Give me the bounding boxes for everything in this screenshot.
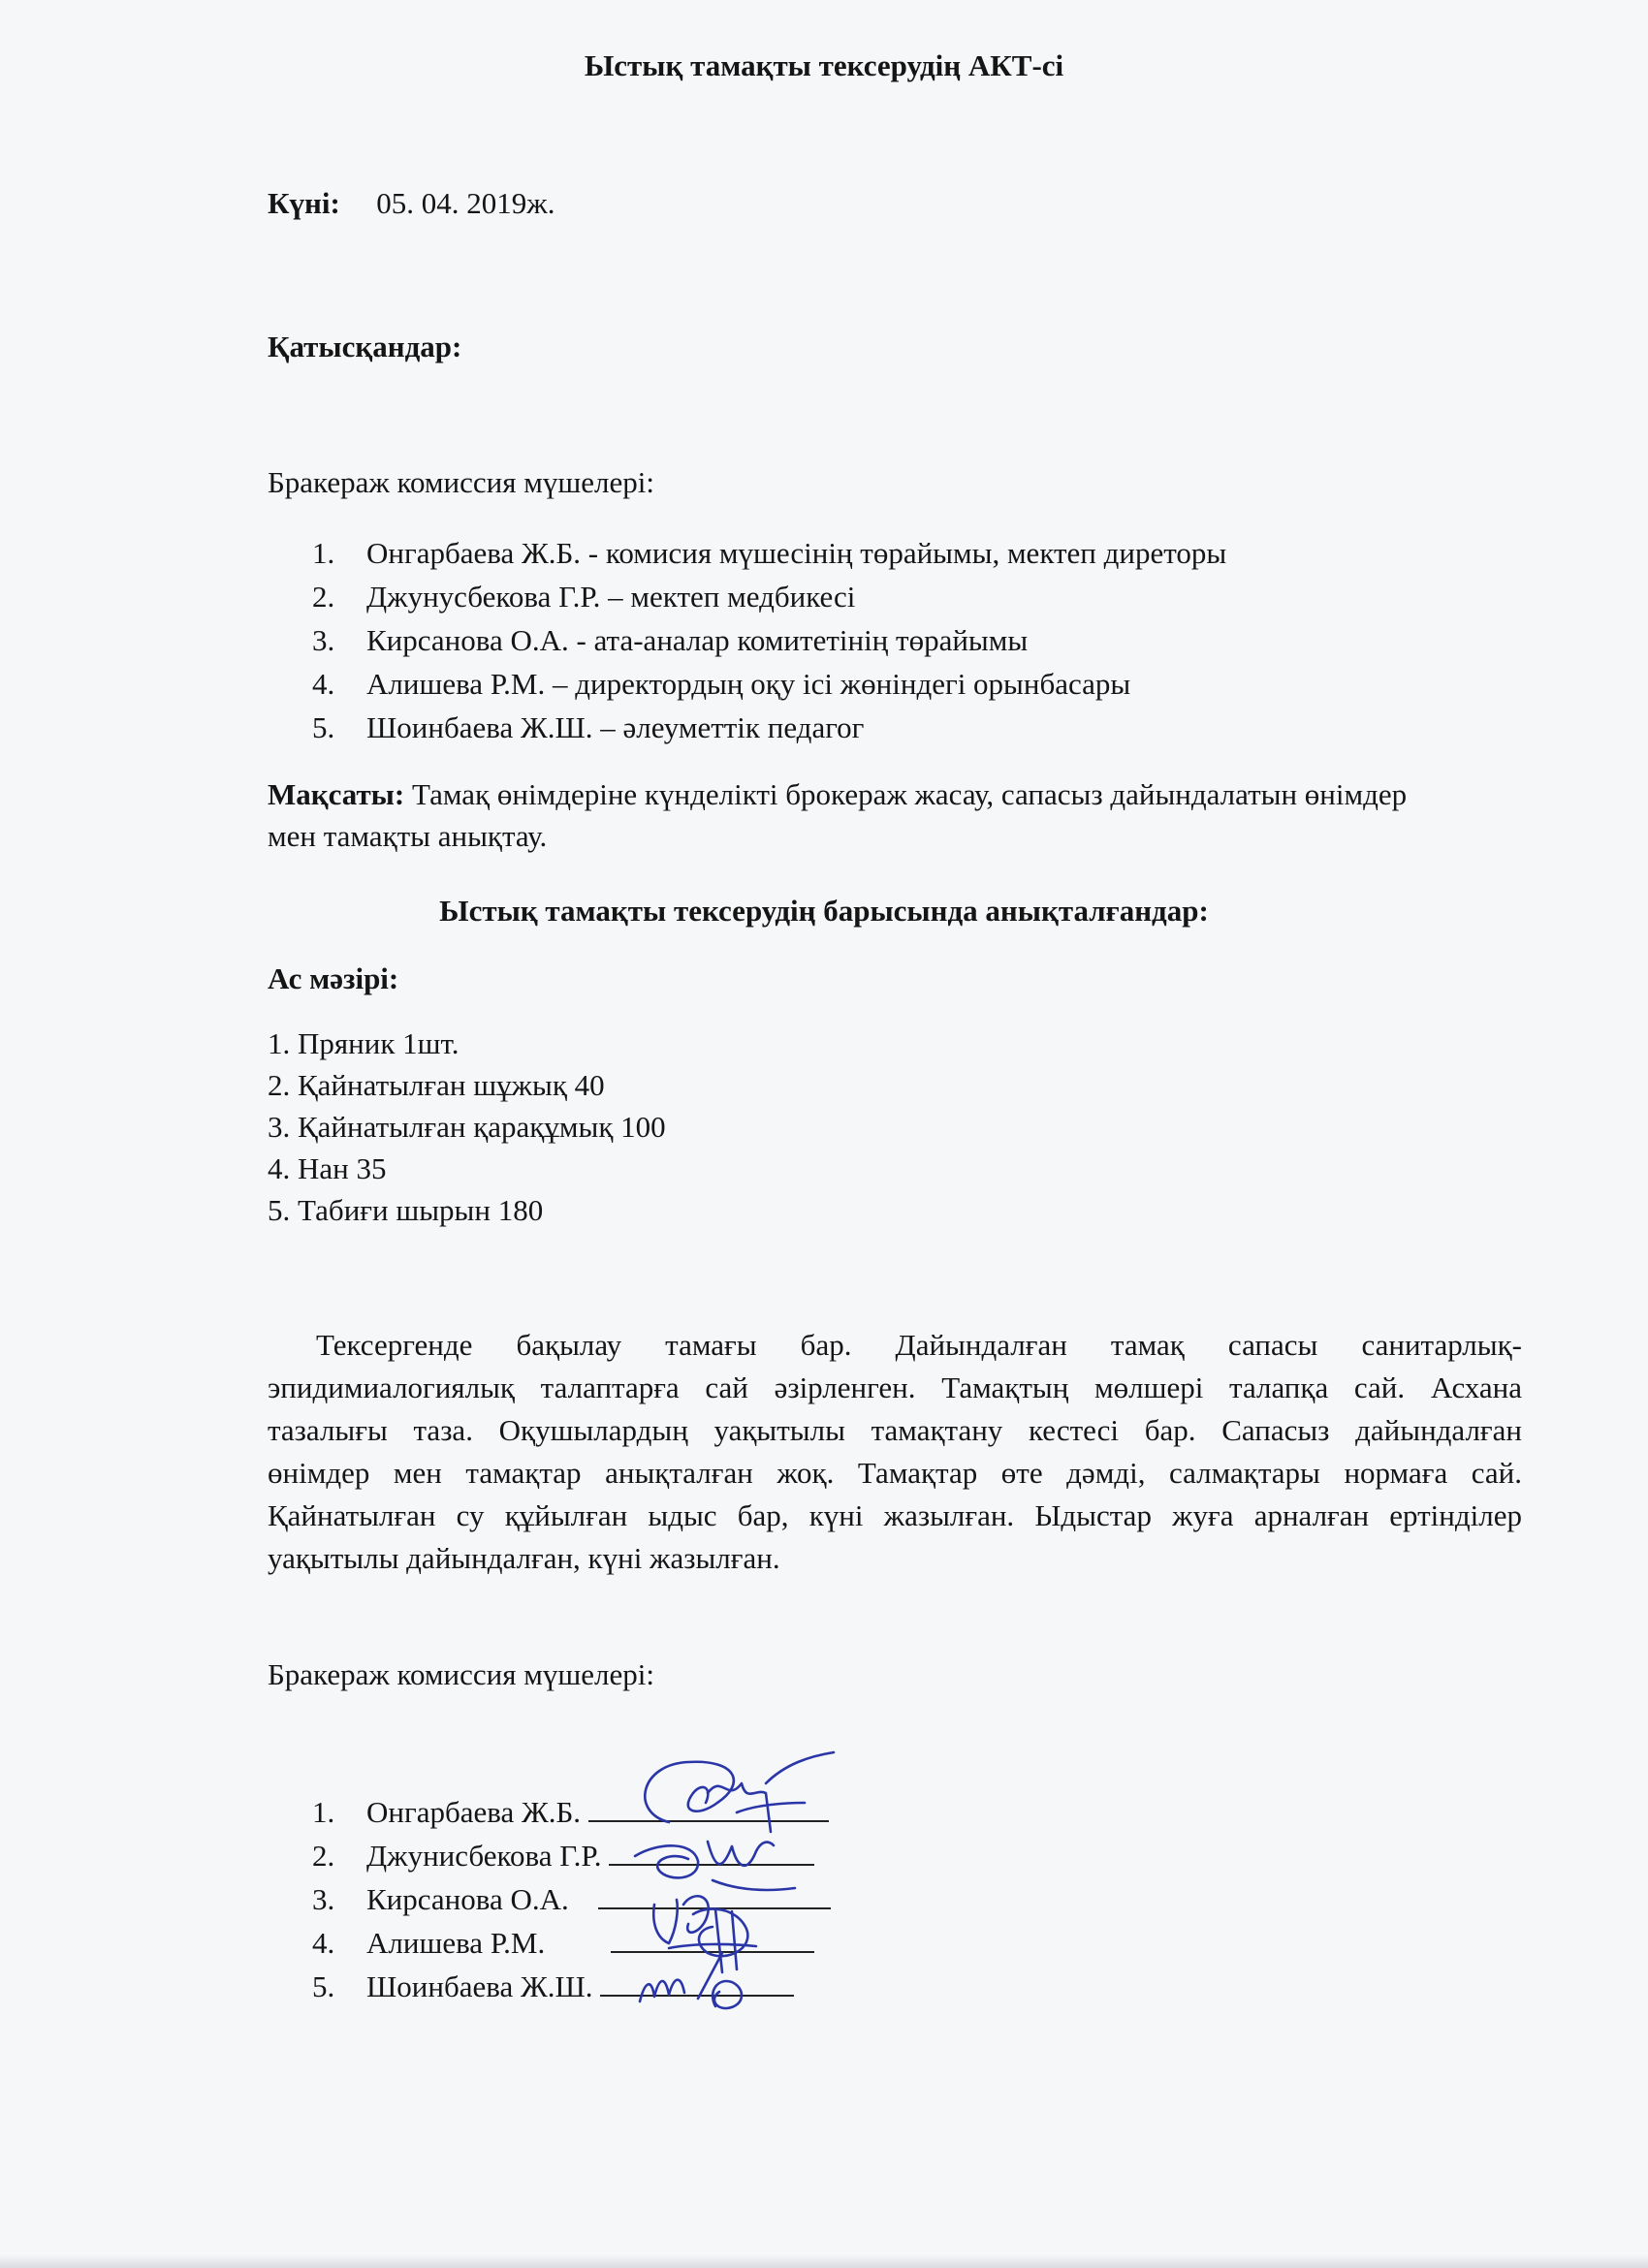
paragraph-line: Тексергенде бақылау тамағы бар. Дайындалған тамақ сапасы санитарлық- xyxy=(316,1328,1522,1362)
member-item: 4. Алишева Р.М. – директордың оқу ісі жөніндегі орынбасары xyxy=(312,667,1131,701)
paragraph-line: уақытылы дайындалған, күні жазылған. xyxy=(268,1541,780,1575)
menu-item: 2. Қайнатылған шұжық 40 xyxy=(268,1068,605,1102)
commission-label: Бракераж комиссия мүшелері: xyxy=(268,465,654,499)
signature-strokes xyxy=(635,1752,834,2008)
paragraph-line: өнімдер мен тамақтар анықталған жоқ. Тамақтар өте дәмді, салмақтары нормаға сай. xyxy=(268,1456,1522,1490)
signatory-item: 1. Онгарбаева Ж.Б. xyxy=(312,1791,829,1832)
date-label: Күні: xyxy=(268,186,340,220)
paragraph-line: эпидимиалогиялық талаптарға сай әзірленген. Тамақтың мөлшері талапқа сай. Асхана xyxy=(268,1370,1522,1404)
purpose-line-1: Мақсаты: Тамақ өнімдеріне күнделікті брокераж жасау, сапасыз дайындалатын өнімдер xyxy=(268,777,1408,811)
handwritten-signatures xyxy=(601,1745,853,2016)
purpose-label: Мақсаты: xyxy=(268,777,405,811)
menu-item: 5. Табиғи шырын 180 xyxy=(268,1193,544,1227)
purpose-line-2: мен тамақты анықтау. xyxy=(268,819,548,853)
member-item: 2. Джунусбекова Г.Р. – мектеп медбикесі xyxy=(312,580,856,614)
menu-label: Ас мәзірі: xyxy=(268,961,399,995)
menu-item: 3. Қайнатылған қарақұмық 100 xyxy=(268,1110,666,1144)
signatory-item: 4. Алишева Р.М. xyxy=(312,1922,814,1963)
commission-label-2: Бракераж комиссия мүшелері: xyxy=(268,1657,654,1691)
participants-label: Қатысқандар: xyxy=(268,330,462,363)
member-item: 1. Онгарбаева Ж.Б. - комисия мүшесінің төрайымы, мектеп диреторы xyxy=(312,536,1227,570)
date-line xyxy=(268,184,555,223)
paragraph-line: Қайнатылған су құйылған ыдыс бар, күні жазылған. Ыдыстар жуға арналған ертінділер xyxy=(268,1498,1522,1532)
signatory-item: 2. Джунисбекова Г.Р. xyxy=(312,1835,814,1875)
document-title: Ыстық тамақты тексерудің АКТ-сі xyxy=(584,48,1064,82)
signatory-item: 5. Шоинбаева Ж.Ш. xyxy=(312,1966,794,2006)
menu-item: 4. Нан 35 xyxy=(268,1151,387,1185)
menu-item: 1. Пряник 1шт. xyxy=(268,1026,460,1060)
findings-title: Ыстық тамақты тексерудің барысында анықталғандар: xyxy=(439,894,1209,928)
paragraph-line: тазалығы таза. Оқушылардың уақытылы тамақтану кестесі бар. Сапасыз дайындалған xyxy=(268,1413,1522,1447)
date-value: 05. 04. 2019ж. xyxy=(376,186,555,220)
signatory-item: 3. Кирсанова О.А. xyxy=(312,1878,831,1919)
inspection-paragraph xyxy=(268,1324,1522,1580)
member-item: 5. Шоинбаева Ж.Ш. – әлеуметтік педагог xyxy=(312,710,865,744)
member-item: 3. Кирсанова О.А. - ата-аналар комитетінің төрайымы xyxy=(312,623,1029,657)
